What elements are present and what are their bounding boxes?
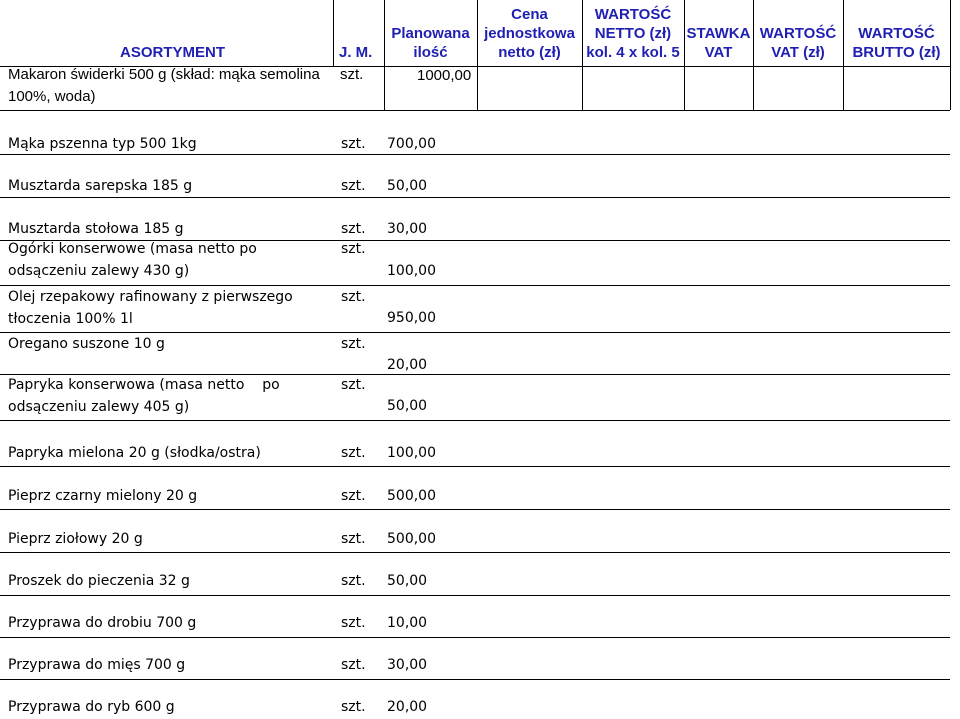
planned-qty: 50,00 [387,178,428,194]
product-name-line: odsączeniu zalewy 430 g) [8,263,190,279]
header-gross-value-line: WARTOŚĆ [858,25,935,42]
planned-qty: 950,00 [387,310,436,326]
header-vat-value-line: VAT (zł) [771,44,825,61]
header-unit: J. M. [339,44,373,61]
header-unit-price-line: jednostkowa [484,25,575,42]
unit: szt. [341,377,366,393]
product-name: Musztarda sarepska 185 g [8,178,193,194]
header-assortment: ASORTYMENT [120,44,225,61]
product-name: Przyprawa do mięs 700 g [8,657,186,673]
header-planned-qty-line: Planowana [391,25,470,42]
product-name: Przyprawa do ryb 600 g [8,699,175,715]
header-gross-value-line: BRUTTO (zł) [852,44,941,61]
unit: szt. [341,178,366,194]
unit: szt. [341,657,366,673]
header-net-value-line: WARTOŚĆ [594,6,672,23]
header-vat-value-line: WARTOŚĆ [759,25,837,42]
header-net-value-line: kol. 4 x kol. 5 [586,44,680,61]
unit: szt. [340,66,364,83]
planned-qty: 1000,00 [417,67,472,84]
header-vat-rate [685,24,752,62]
unit: szt. [341,289,366,305]
planned-qty: 30,00 [387,657,428,673]
product-name-line: tłoczenia 100% 1l [8,311,133,327]
header-unit-price-line: netto (zł) [498,44,561,61]
unit: szt. [341,221,366,237]
column-border [333,0,334,66]
product-name: Pieprz ziołowy 20 g [8,531,143,547]
unit: szt. [341,615,366,631]
header-net-value-line: NETTO (zł) [594,25,672,42]
row-border [0,420,950,421]
row-border [0,197,950,198]
row-border [0,552,950,553]
product-name-line: Makaron świderki 500 g (skład: mąka semolina [8,66,320,83]
row-border [0,595,950,596]
row-border [0,679,950,680]
product-name [8,238,257,282]
header-vat-rate-line: STAWKA [686,25,751,42]
product-name-line: Ogórki konserwowe (masa netto po [8,241,257,257]
planned-qty: 700,00 [387,136,436,152]
unit: szt. [341,531,366,547]
product-name: Musztarda stołowa 185 g [8,221,184,237]
header-planned-qty-line: ilość [413,44,448,61]
planned-qty: 30,00 [387,221,428,237]
product-name [8,64,320,108]
unit: szt. [341,445,366,461]
planned-qty: 50,00 [387,573,428,589]
product-name: Pieprz czarny mielony 20 g [8,488,198,504]
planned-qty: 100,00 [387,445,436,461]
product-name-line: odsączeniu zalewy 405 g) [8,399,190,415]
product-name [8,374,280,418]
unit: szt. [341,573,366,589]
unit: szt. [341,241,366,257]
planned-qty: 20,00 [387,699,428,715]
planned-qty: 100,00 [387,263,436,279]
header-net-value [583,5,683,62]
planned-qty: 10,00 [387,615,428,631]
planned-qty: 500,00 [387,488,436,504]
row-border [0,466,950,467]
unit: szt. [341,136,366,152]
product-name-line: 100%, woda) [8,88,96,105]
header-unit-price [478,5,581,62]
product-name: Mąka pszenna typ 500 1kg [8,136,197,152]
row-border [0,509,950,510]
unit: szt. [341,488,366,504]
row-border [0,637,950,638]
header-planned-qty [385,24,476,62]
product-name: Proszek do pieczenia 32 g [8,573,190,589]
unit: szt. [341,336,366,352]
product-name: Papryka mielona 20 g (słodka/ostra) [8,445,261,461]
header-unit-price-line: Cena [511,6,548,23]
header-vat-rate-line: VAT [704,44,733,61]
header-gross-value [844,24,949,62]
row-border [0,110,950,111]
product-name [8,286,293,330]
unit: szt. [341,699,366,715]
column-border [950,0,951,110]
planned-qty: 50,00 [387,398,428,414]
planned-qty: 500,00 [387,531,436,547]
product-name-line: Papryka konserwowa (masa netto po [8,377,280,393]
product-name: Przyprawa do drobiu 700 g [8,615,197,631]
header-vat-value [754,24,842,62]
product-name: Oregano suszone 10 g [8,336,165,352]
planned-qty: 20,00 [387,357,428,373]
product-name-line: Olej rzepakowy rafinowany z pierwszego [8,289,293,305]
